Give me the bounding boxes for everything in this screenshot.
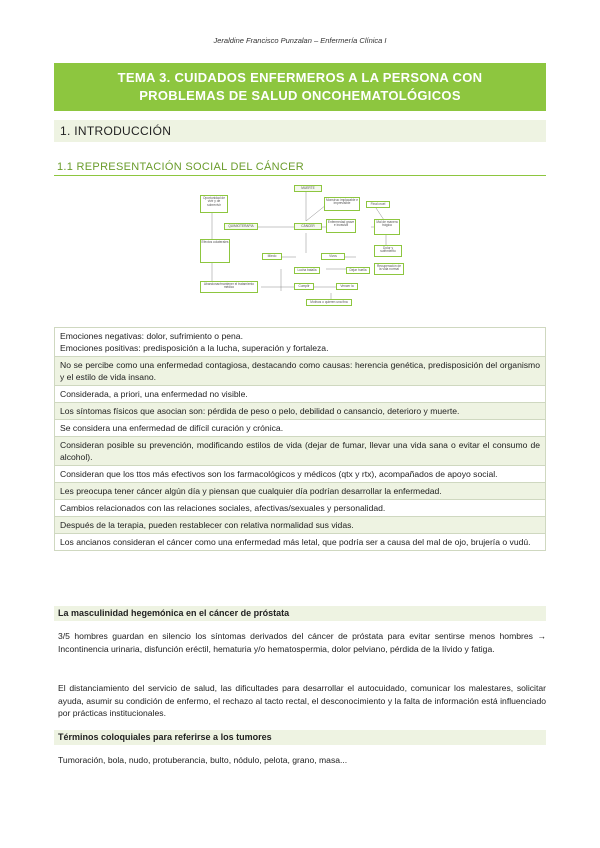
table-row [54,327,546,357]
row-text: No se percibe como una enfermedad contagiosa, destacando como causas: herencia genética, predisposición del organismo y el estilo de vida insano. [60,360,540,382]
social-representation-table [54,327,546,551]
table-row [54,357,546,386]
node-cumplir: Cumplir [294,283,314,290]
row-text: Consideran que los ttos más efectivos son los farmacológicos y médicos (qtx y rtx), acompañados de apoyo social. [60,469,498,479]
node-motivos: Motivos o quieren una fina [306,299,352,306]
node-muerte: MUERTE [294,185,322,192]
node-dolor: Dolor y sufrimiento [374,245,402,257]
table-row [54,420,546,437]
table-row [54,437,546,466]
table-row [54,386,546,403]
row-text: Los ancianos consideran el cáncer como una enfermedad más letal, que podría ser a causa del mal de ojo, brujería o vudú. [60,537,531,547]
node-vivos: Vivos [321,253,345,260]
row-text: Se considera una enfermedad de difícil curación y crónica. [60,423,284,433]
node-lucha: Lucha batalla [294,267,320,274]
title-line-2: PROBLEMAS DE SALUD ONCOHEMATOLÓGICOS [139,88,461,103]
node-oportunidad: Oportunidad de vivir y de sobrevivir [200,195,228,213]
node-tratamiento: Abandonar/mantener el tratamiento médico [200,281,258,293]
node-maligno: Monstruo implacable e imprevisible [324,197,360,211]
table-row [54,534,546,551]
title-line-1: TEMA 3. CUIDADOS ENFERMEROS A LA PERSONA CON [117,70,483,85]
row-text: Cambios relacionados con las relaciones sociales, afectivas/sexuales y personalidad. [60,503,386,513]
concept-map-diagram [196,183,418,308]
node-cancer: CÁNCER [294,223,322,230]
masculinity-heading: La masculinidad hegemónica en el cáncer de próstata [54,606,546,621]
row-text: Emociones positivas: predisposición a la lucha, superación y fortaleza. [60,343,329,353]
row-text: Considerada, a priori, una enfermedad no visible. [60,389,248,399]
node-mal: Mal de manera trágica [374,219,400,235]
node-efectos: Efectos colaterales [200,239,230,263]
colloquial-terms-heading: Términos coloquiales para referirse a los tumores [54,730,546,745]
colloquial-terms-paragraph: Tumoración, bola, nudo, protuberancia, bulto, nódulo, pelota, grano, masa... [58,755,348,765]
table-row [54,483,546,500]
node-recuperacion: Recuperación de la vida normal [374,263,404,275]
page-header: Jeraldine Francisco Punzalan – Enfermería Clínica I [213,36,387,45]
row-text: Emociones negativas: dolor, sufrimiento o pena. [60,331,243,341]
subsection-heading: 1.1 REPRESENTACIÓN SOCIAL DEL CÁNCER [54,158,546,176]
table-row [54,403,546,420]
node-enfermedad: Enfermedad grave e invasiva [326,219,356,233]
node-miedo: Miedo [262,253,282,260]
node-quimioterapia: QUIMIOTERAPIA [224,223,258,230]
table-row [54,466,546,483]
masculinity-paragraph-1: 3/5 hombres guardan en silencio los síntomas derivados del cáncer de próstata para evitar sentirse menos hombres → Incontinencia urinaria, disfunción eréctil, hematuria y/o hematospermia, dolor pelviano, pérdida de la lívido y fatiga. [58,631,546,654]
node-vencer: Vencer la [336,283,358,290]
masculinity-paragraph-2: El distanciamiento del servicio de salud, las dificultades para desarrollar el autocuidado, comunicar los malestares, solicitar ayuda, asumir su condición de enfermo, el rechazo al tacto rectal, el desconocimiento y la falta de información está influenciado por prácticas institucionales. [58,683,546,718]
topic-title-banner [54,63,546,111]
table-row [54,517,546,534]
row-text: Les preocupa tener cáncer algún día y piensan que cualquier día podrían desarrollar la enfermedad. [60,486,442,496]
table-row [54,500,546,517]
row-text: Consideran posible su prevención, modificando estilos de vida (dejar de fumar, llevar una vida sana o evitar el consumo de alcohol). [60,440,540,462]
node-dejar: Dejar huella [346,267,370,274]
node-final: Final cruel [366,201,390,208]
section-heading: 1. INTRODUCCIÓN [54,120,546,142]
row-text: Después de la terapia, pueden restablecer con relativa normalidad sus vidas. [60,520,354,530]
row-text: Los síntomas físicos que asocian son: pérdida de peso o pelo, debilidad o cansancio, deterioro y muerte. [60,406,460,416]
